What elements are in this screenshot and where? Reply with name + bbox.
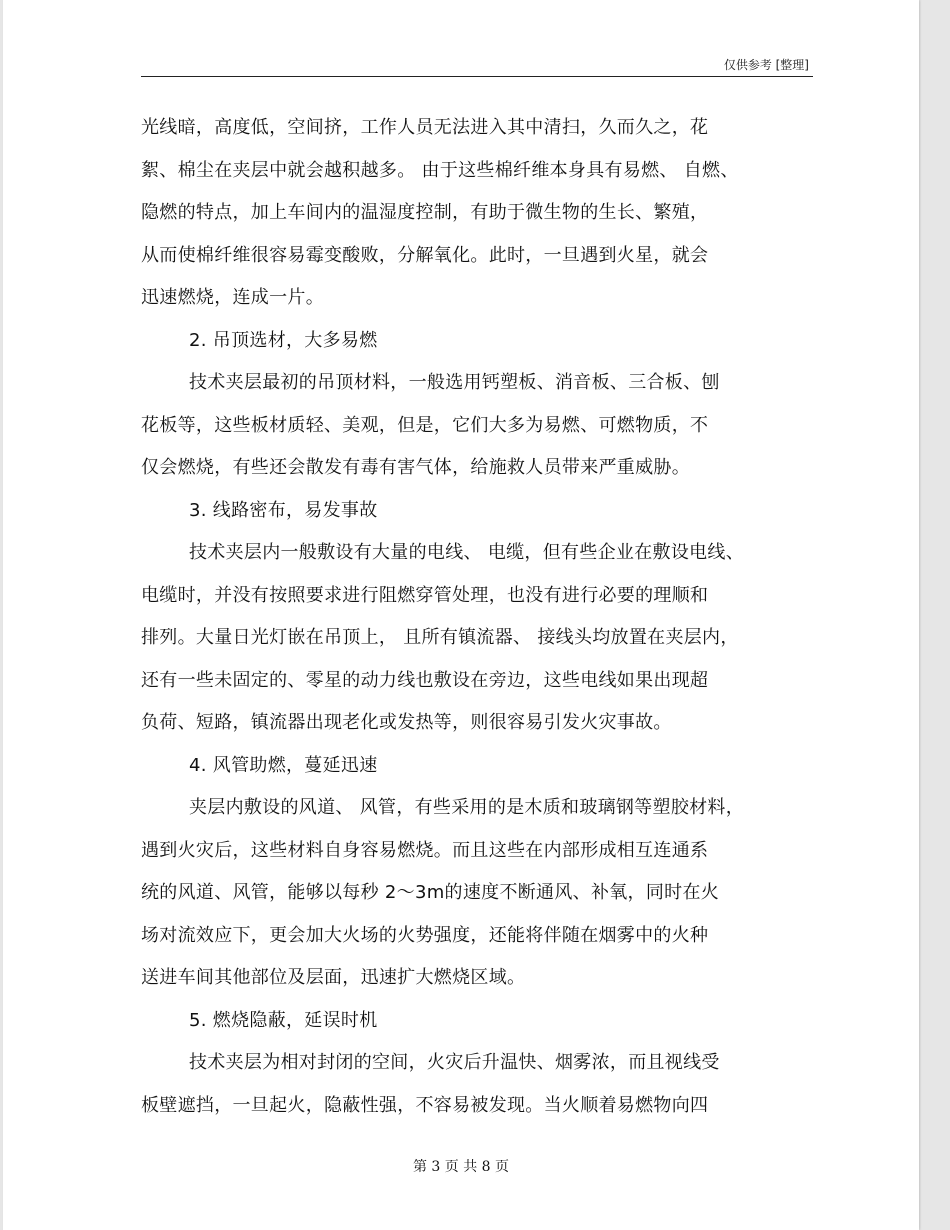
page-header: 仅供参考 [整理] [723,58,809,72]
text-line: 4. 风管助燃，蔓延迅速 [189,754,378,776]
text-line: 5. 燃烧隐蔽，延误时机 [189,1009,378,1031]
text-line: 从而使棉纤维很容易霉变酸败，分解氧化。此时，一旦遇到火星，就会 [141,244,709,266]
text-line: 3. 线路密布，易发事故 [189,499,378,521]
text-line: 电缆时，并没有按照要求进行阻燃穿管处理，也没有进行必要的理顺和 [141,584,709,606]
text-line: 花板等，这些板材质轻、美观，但是，它们大多为易燃、可燃物质，不 [141,414,709,436]
text-line: 絮、棉尘在夹层中就会越积越多。 由于这些棉纤维本身具有易燃、 自燃、 [141,159,739,181]
text-line: 技术夹层最初的吊顶材料，一般选用钙塑板、消音板、三合板、刨 [189,372,720,393]
text-line: 统的风道、风管，能够以每秒 2～3m的速度不断通风、补氧，同时在火 [141,882,720,903]
text-line: 隐燃的特点，加上车间内的温湿度控制，有助于微生物的生长、繁殖， [141,202,709,223]
text-line: 负荷、短路，镇流器出现老化或发热等，则很容易引发火灾事故。 [141,712,672,733]
body-text [141,113,831,1133]
page-footer: 第 3 页 共 8 页 [412,1159,510,1175]
text-line: 遇到火灾后，这些材料自身容易燃烧。而且这些在内部形成相互连通系 [141,839,709,861]
text-line: 2. 吊顶选材，大多易燃 [189,329,378,351]
text-line: 仅会燃烧，有些还会散发有毒有害气体，给施救人员带来严重威胁。 [141,457,690,478]
text-line: 夹层内敷设的风道、 风管，有些采用的是木质和玻璃钢等塑胶材料， [189,797,745,818]
text-line: 送进车间其他部位及层面，迅速扩大燃烧区域。 [141,967,526,988]
text-line: 技术夹层为相对封闭的空间，火灾后升温快、烟雾浓，而且视线受 [189,1052,720,1073]
document-page [3,0,919,1230]
text-line: 排列。大量日光灯嵌在吊顶上， 且所有镇流器、 接线头均放置在夹层内， [141,627,739,648]
text-line: 板壁遮挡，一旦起火，隐蔽性强，不容易被发现。当火顺着易燃物向四 [141,1094,709,1116]
text-line: 光线暗，高度低，空间挤，工作人员无法进入其中清扫，久而久之，花 [141,117,709,138]
text-line: 技术夹层内一般敷设有大量的电线、 电缆，但有些企业在敷设电线、 [189,542,745,563]
text-line: 迅速燃烧，连成一片。 [141,287,324,308]
header-divider [141,76,813,77]
text-line: 场对流效应下，更会加大火场的火势强度，还能将伴随在烟雾中的火种 [141,924,709,946]
text-line: 还有一些未固定的、零星的动力线也敷设在旁边，这些电线如果出现超 [141,669,709,691]
